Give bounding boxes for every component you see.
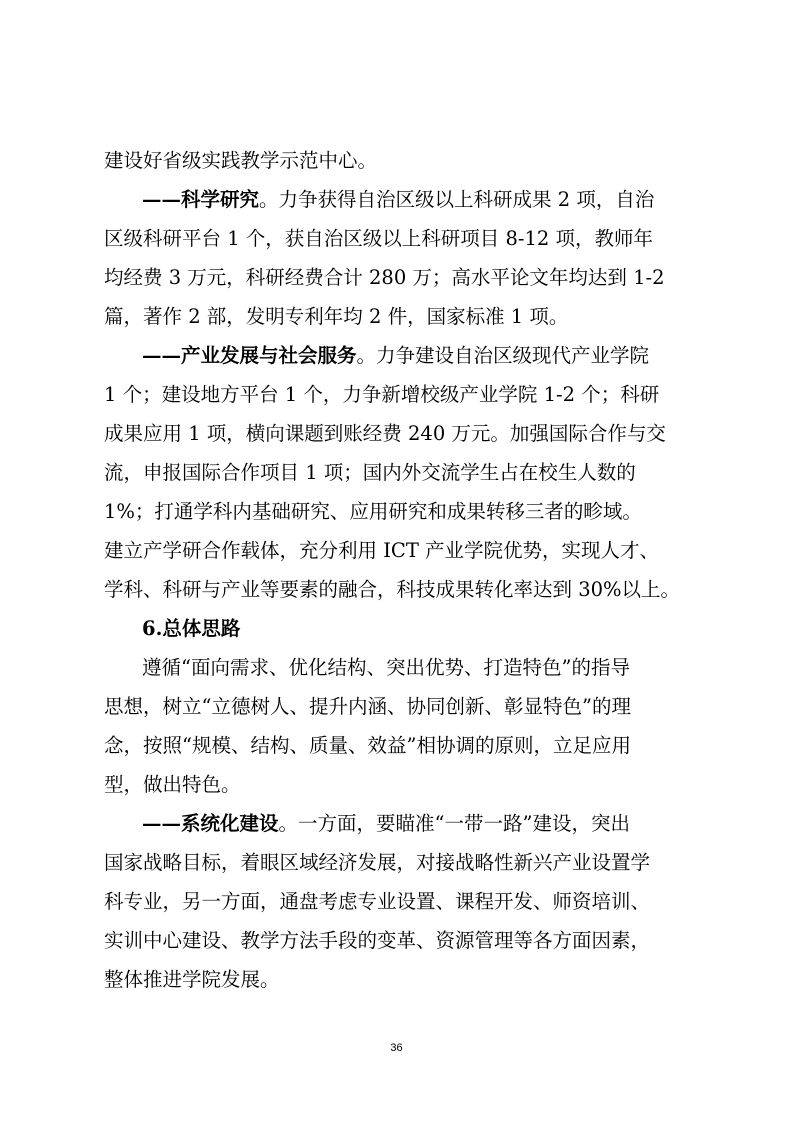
text-run: 学科、科研与产业等要素的融合，科技成果转化率达到 30%以上。 bbox=[104, 578, 681, 601]
text-run: 建设好省级实践教学示范中心。 bbox=[104, 149, 378, 172]
body-text-line bbox=[104, 889, 694, 915]
body-text-line bbox=[142, 655, 694, 681]
text-run: 区级科研平台 1 个，获自治区级以上科研项目 8-12 项，教师年 bbox=[104, 227, 654, 250]
body-text-line bbox=[104, 304, 694, 330]
body-text-line bbox=[104, 772, 694, 798]
text-run: 念，按照“规模、结构、质量、效益”相协调的原则，立足应用 bbox=[104, 734, 631, 757]
body-text-line bbox=[104, 850, 694, 876]
text-run: 实训中心建设、教学方法手段的变革、资源管理等各方面因素， bbox=[104, 929, 651, 952]
body-text-line bbox=[104, 928, 694, 954]
body-text-line bbox=[104, 226, 694, 252]
section-lead-science-research: ——科学研究 bbox=[142, 188, 260, 211]
text-run: 。力争建设自治区级现代产业学院 bbox=[356, 344, 650, 367]
body-text-line bbox=[104, 694, 694, 720]
body-text-line bbox=[104, 460, 694, 486]
text-run: 型，做出特色。 bbox=[104, 773, 241, 796]
text-run: 1%；打通学科内基础研究、应用研究和成果转移三者的畛域。 bbox=[104, 500, 642, 523]
body-text-line bbox=[104, 421, 694, 447]
body-text-line bbox=[142, 187, 694, 213]
body-text-line bbox=[104, 148, 694, 174]
page-number: 36 bbox=[390, 1042, 403, 1054]
body-text-line bbox=[104, 967, 694, 993]
text-run: 遵循“面向需求、优化结构、突出优势、打造特色”的指导 bbox=[142, 656, 630, 679]
text-run: 思想，树立“立德树人、提升内涵、协同创新、彰显特色”的理 bbox=[104, 695, 631, 718]
text-run: 整体推进学院发展。 bbox=[104, 968, 280, 991]
body-text-line bbox=[104, 538, 694, 564]
text-run: 国家战略目标，着眼区域经济发展，对接战略性新兴产业设置学 bbox=[104, 851, 651, 874]
text-run: 1 个；建设地方平台 1 个，力争新增校级产业学院 1-2 个；科研 bbox=[104, 383, 660, 406]
text-run: 。力争获得自治区级以上科研成果 2 项，自治 bbox=[259, 188, 655, 211]
body-text-line bbox=[104, 733, 694, 759]
text-run: 均经费 3 万元，科研经费合计 280 万；高水平论文年均达到 1-2 bbox=[104, 266, 665, 289]
section-heading: 6.总体思路 bbox=[142, 617, 241, 640]
text-run: 流，申报国际合作项目 1 项；国内外交流学生占在校生人数的 bbox=[104, 461, 636, 484]
text-run: 成果应用 1 项，横向课题到账经费 240 万元。加强国际合作与交 bbox=[104, 422, 666, 445]
section-lead-systematic-construction: ——系统化建设 bbox=[142, 812, 279, 835]
text-run: 。一方面，要瞄准“一带一路”建设，突出 bbox=[278, 812, 630, 835]
body-text-line bbox=[142, 811, 694, 837]
body-text-line bbox=[104, 382, 694, 408]
body-text-line bbox=[104, 265, 694, 291]
body-text-line bbox=[104, 577, 694, 603]
text-run: 篇，著作 2 部，发明专利年均 2 件，国家标准 1 项。 bbox=[104, 305, 569, 328]
body-text-line bbox=[104, 499, 694, 525]
body-text-line bbox=[142, 343, 694, 369]
text-run: 建立产学研合作载体，充分利用 ICT 产业学院优势，实现人才、 bbox=[104, 539, 660, 562]
text-run: 科专业，另一方面，通盘考虑专业设置、课程开发、师资培训、 bbox=[104, 890, 651, 913]
section-lead-industry-service: ——产业发展与社会服务 bbox=[142, 344, 357, 367]
